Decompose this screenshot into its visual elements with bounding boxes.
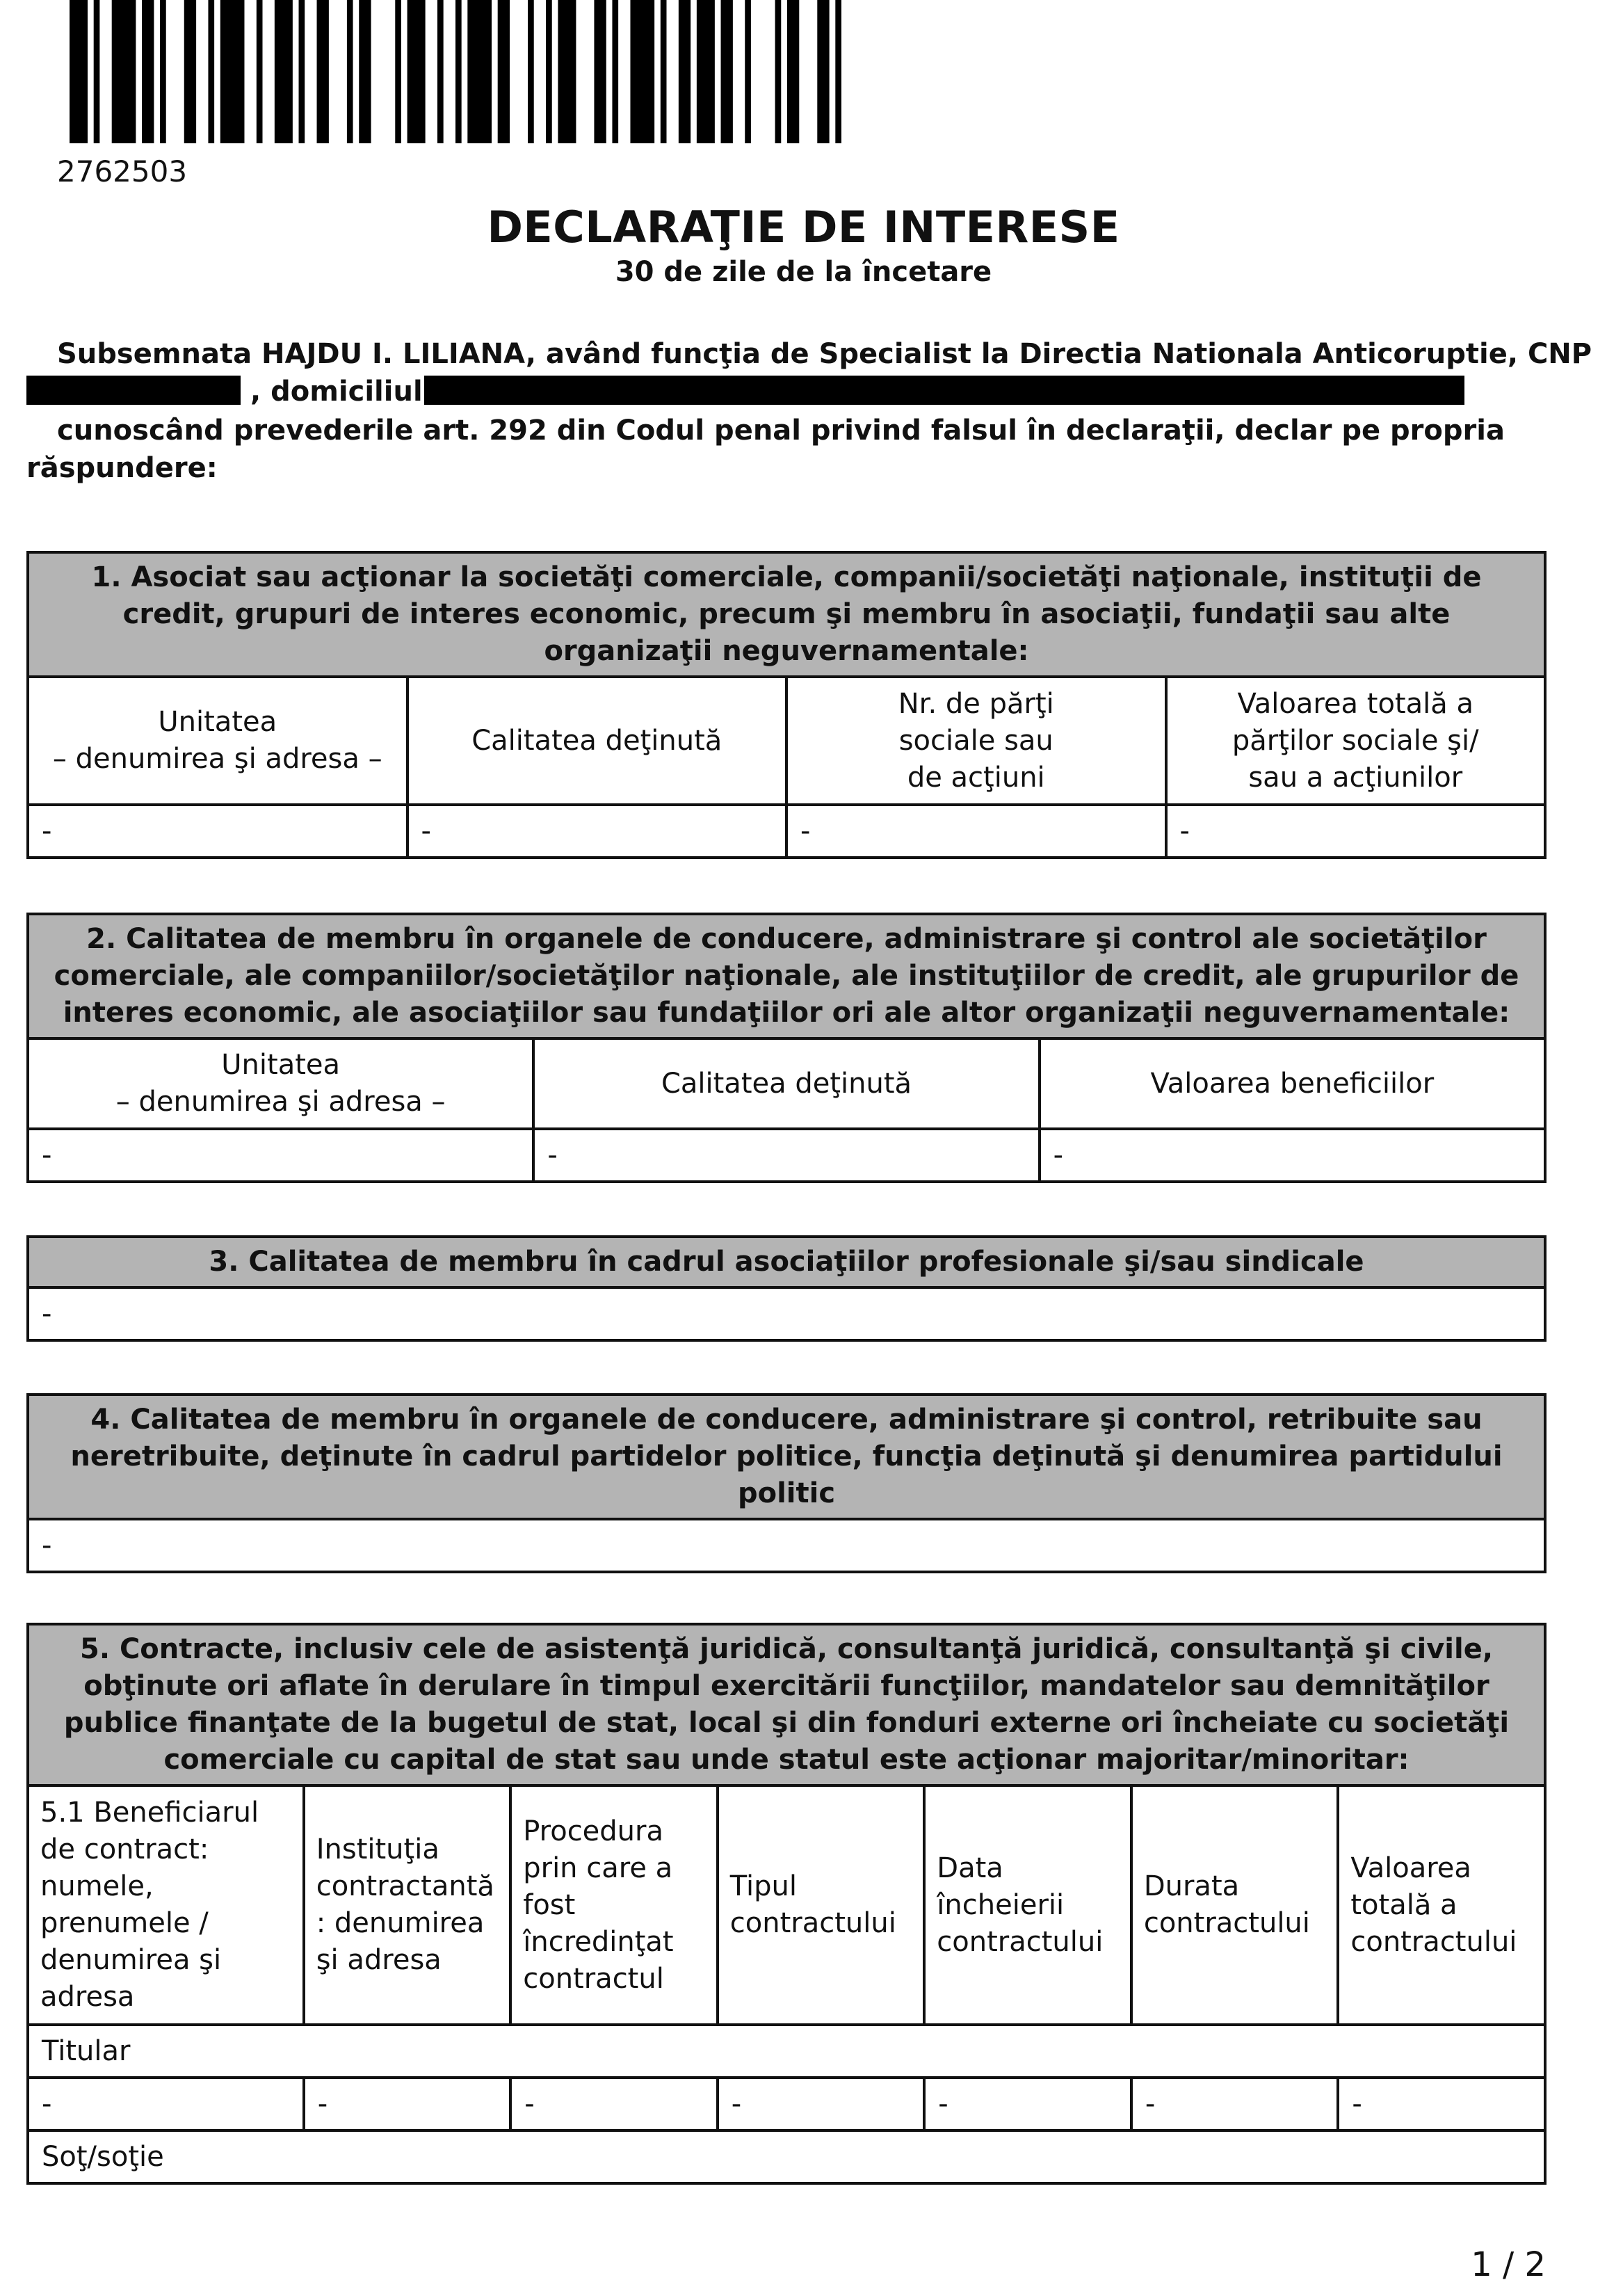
section-2-title: 2. Calitatea de membru în organele de conducere, administrare şi control ale societăţilor comerciale, ale companiilor/societăţilor naţionale, ale instituţiilor de credit, ale grupurilor de interes economic, ale asociaţiilor sau fundaţiilor ori ale altor organizaţii neguvernamentale:	[28, 914, 1545, 1038]
barcode-bar	[220, 0, 245, 143]
column-header: Valoarea beneficiilor	[1040, 1038, 1545, 1129]
column-header: Valoarea totală a părţilor sociale şi/ sau a acţiunilor	[1166, 677, 1546, 805]
barcode-bar	[299, 0, 305, 143]
table-cell: -	[1040, 1129, 1545, 1182]
barcode-bar	[661, 0, 667, 143]
column-header: Unitatea – denumirea şi adresa –	[28, 677, 407, 805]
document-subtitle: 30 de zile de la încetare	[615, 256, 992, 288]
table-cell: -	[924, 2078, 1131, 2130]
barcode-bar	[455, 0, 462, 143]
column-header: Valoarea totală a contractului	[1338, 1785, 1545, 2025]
column-header: Durata contractului	[1131, 1785, 1339, 2025]
group-label-spouse: Soţ/soţie	[28, 2130, 1545, 2183]
barcode-bar	[745, 0, 751, 143]
table-cell: -	[28, 1519, 1545, 1572]
barcode-bar	[721, 0, 733, 143]
barcode-bar	[437, 0, 444, 143]
barcode-bar	[467, 0, 492, 143]
section-1-title: 1. Asociat sau acţionar la societăţi comerciale, companii/societăţi naţionale, instituţii de credit, grupuri de interes economic, precum şi membru în asociaţii, fundaţii sau alte organizaţii neguvernamentale:	[28, 552, 1545, 677]
redacted-address	[424, 376, 1464, 405]
table-cell: -	[533, 1129, 1039, 1182]
section-3-table	[26, 1235, 1547, 1342]
column-header: Nr. de părţi sociale sau de acţiuni	[786, 677, 1166, 805]
section-1-table	[26, 551, 1547, 859]
barcode-bar	[347, 0, 353, 143]
barcode-bar	[94, 0, 100, 143]
section-5-table	[26, 1623, 1547, 2185]
column-header: Procedura prin care a fost încredinţat contractul	[510, 1785, 718, 2025]
table-cell: -	[28, 1129, 533, 1182]
barcode-bar	[558, 0, 576, 143]
column-header: Calitatea deţinută	[533, 1038, 1039, 1129]
barcode-bar	[817, 0, 829, 143]
barcode	[70, 0, 859, 143]
barcode-bar	[679, 0, 691, 143]
barcode-bar	[184, 0, 196, 143]
column-header: Instituţia contractantă : denumirea şi adresa	[304, 1785, 511, 2025]
barcode-bar	[835, 0, 841, 143]
barcode-bar	[498, 0, 510, 143]
barcode-bar	[630, 0, 654, 143]
section-4-title: 4. Calitatea de membru în organele de conducere, administrare şi control, retribuite sau neretribuite, deţinute în cadrul partidelor politice, funcţia deţinută şi denumirea partidului politic	[28, 1395, 1545, 1519]
barcode-bar	[407, 0, 426, 143]
table-cell: -	[28, 1287, 1545, 1340]
barcode-bar	[787, 0, 799, 143]
table-cell: -	[1166, 805, 1546, 858]
section-4-table	[26, 1393, 1547, 1573]
table-cell: -	[28, 2078, 304, 2130]
barcode-bar	[395, 0, 401, 143]
barcode-bar	[70, 0, 88, 143]
barcode-bar	[697, 0, 715, 143]
barcode-bar	[775, 0, 782, 143]
barcode-bar	[594, 0, 606, 143]
section-5-title: 5. Contracte, inclusiv cele de asistenţă juridică, consultanţă juridică, consultanţă şi civile, obţinute ori aflate în derulare în timpul exercitării funcţiilor, mandatelor sau demnităţilor publice finanţate de la bugetul de stat, local şi din fonduri externe ori încheiate cu societăţi comerciale cu capital de stat sau unde statul este acţionar majoritar/minoritar:	[28, 1624, 1545, 1785]
column-header: Calitatea deţinută	[407, 677, 787, 805]
group-label-titular: Titular	[28, 2025, 1545, 2078]
table-cell: -	[786, 805, 1166, 858]
declaration-intro-line: răspundere:	[26, 452, 218, 484]
declaration-domicile-label: , domiciliul	[250, 376, 423, 408]
barcode-bar	[208, 0, 214, 143]
declaration-intro-line: cunoscând prevederile art. 292 din Codul penal privind falsul în declaraţii, declar pe propria	[57, 415, 1505, 447]
barcode-bar	[142, 0, 154, 143]
table-cell: -	[407, 805, 787, 858]
column-header: Data încheierii contractului	[924, 1785, 1131, 2025]
barcode-bar	[317, 0, 329, 143]
declaration-intro-line: Subsemnata HAJDU I. LILIANA, având funcţia de Specialist la Directia Nationala Anticoruptie, CNP	[57, 338, 1592, 370]
document-title: DECLARAŢIE DE INTERESE	[487, 202, 1120, 252]
table-cell: -	[1338, 2078, 1545, 2130]
barcode-bar	[612, 0, 618, 143]
column-header: Unitatea – denumirea şi adresa –	[28, 1038, 533, 1129]
barcode-bar	[359, 0, 371, 143]
document-number: 2762503	[57, 154, 188, 188]
barcode-bar	[112, 0, 136, 143]
table-cell: -	[510, 2078, 718, 2130]
barcode-bar	[257, 0, 263, 143]
barcode-bar	[275, 0, 293, 143]
table-cell: -	[718, 2078, 925, 2130]
redacted-cnp	[26, 376, 241, 405]
barcode-bar	[546, 0, 552, 143]
page-number: 1 / 2	[1471, 2245, 1546, 2284]
section-2-table	[26, 913, 1547, 1183]
section-3-title: 3. Calitatea de membru în cadrul asociaţiilor profesionale şi/sau sindicale	[28, 1237, 1545, 1287]
barcode-bar	[160, 0, 166, 143]
column-header: 5.1 Beneficiarul de contract: numele, prenumele / denumirea şi adresa	[28, 1785, 304, 2025]
barcode-bar	[528, 0, 534, 143]
table-cell: -	[304, 2078, 511, 2130]
column-header: Tipul contractului	[718, 1785, 925, 2025]
table-cell: -	[28, 805, 407, 858]
table-cell: -	[1131, 2078, 1339, 2130]
